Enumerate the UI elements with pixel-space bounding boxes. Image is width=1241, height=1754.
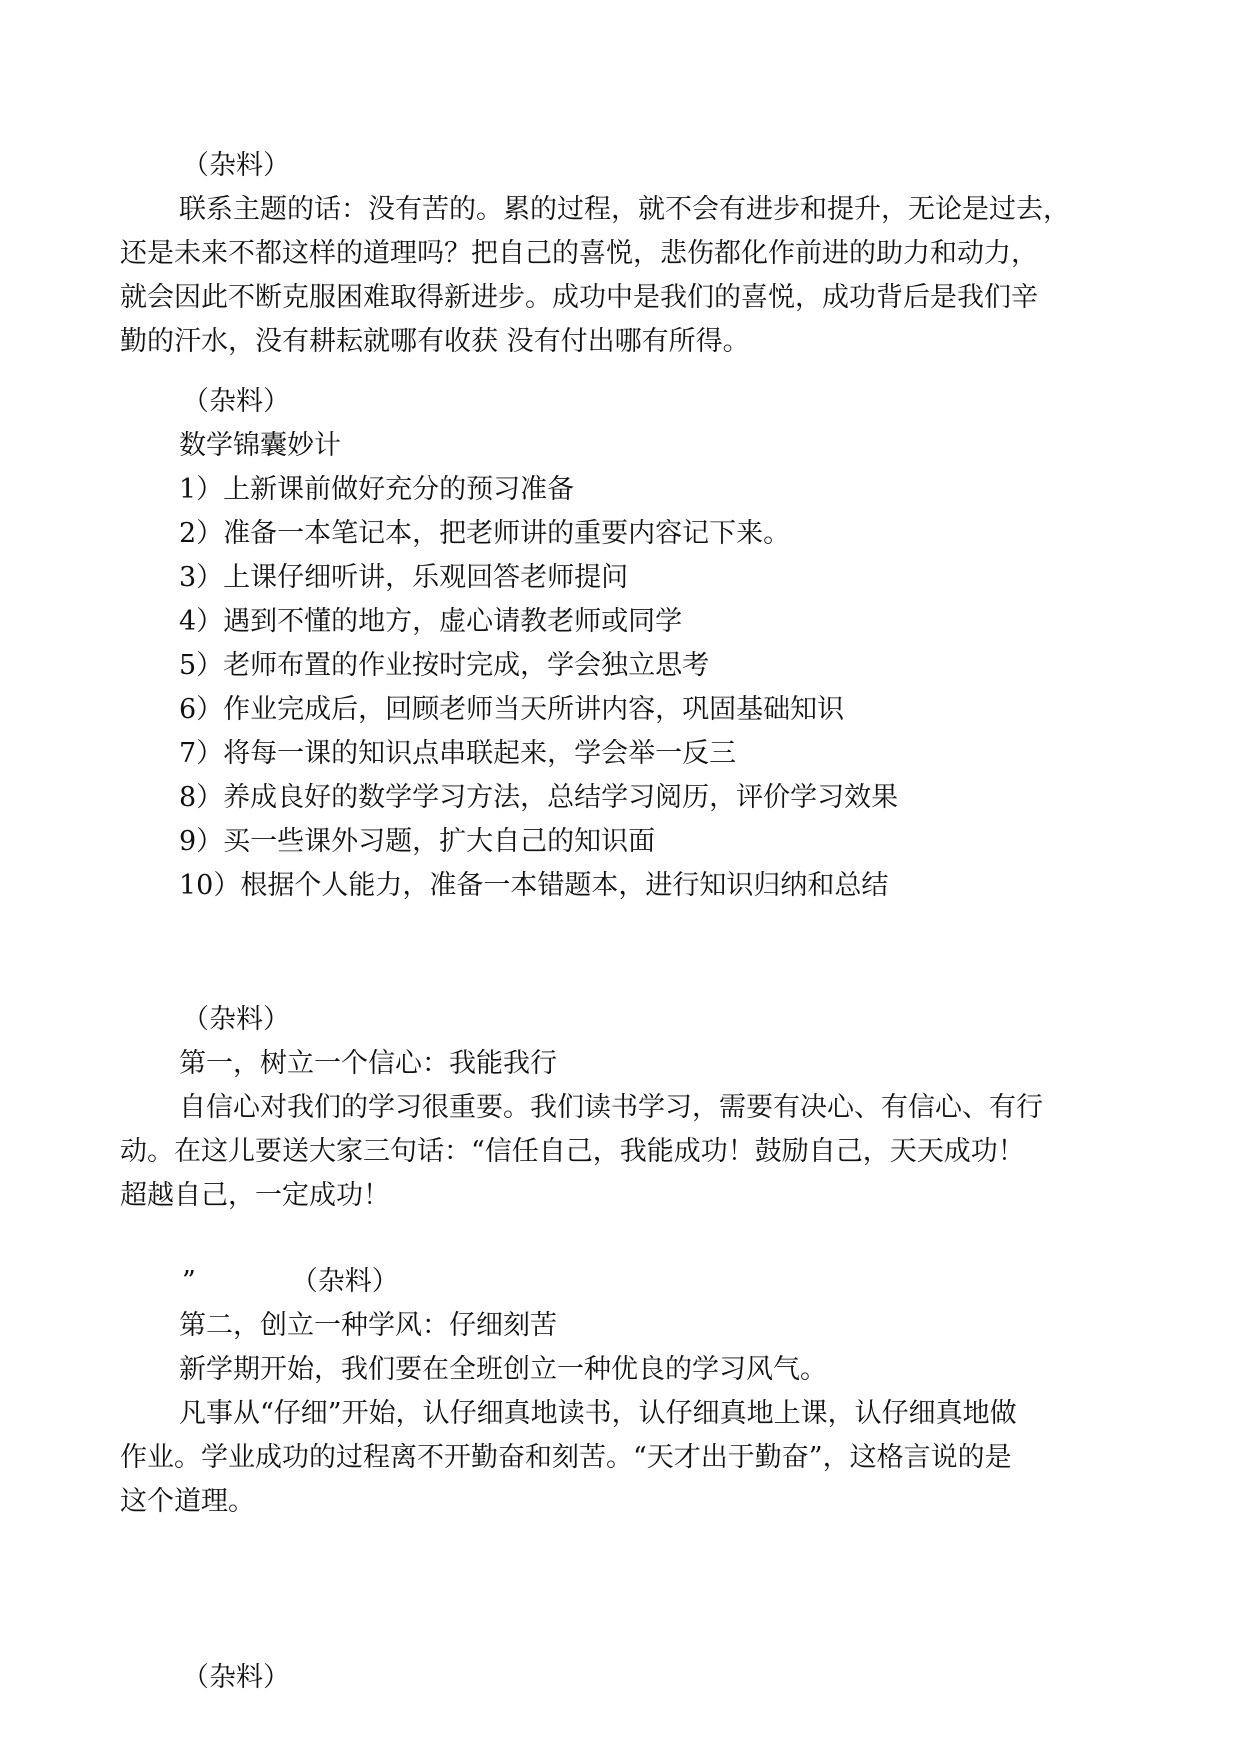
paragraph-line: 自信心对我们的学习很重要。我们读书学习，需要有决心、有信心、有行 (179, 1092, 1043, 1123)
list-item: 4）遇到不懂的地方，虚心请教老师或同学 (179, 606, 683, 637)
section-title: 第一，树立一个信心：我能我行 (179, 1048, 557, 1079)
list-item: 5）老师布置的作业按时完成，学会独立思考 (179, 650, 710, 681)
paragraph-line: 作业。学业成功的过程离不开勤奋和刻苦。“天才出于勤奋”，这格言说的是 (120, 1442, 1012, 1473)
paragraph-line: 联系主题的话：没有苦的。累的过程，就不会有进步和提升，无论是过去， (179, 194, 1070, 225)
list-item: 3）上课仔细听讲，乐观回答老师提问 (179, 562, 629, 593)
list-item: 2）准备一本笔记本，把老师讲的重要内容记下来。 (179, 518, 791, 549)
quote-and-tag-line (120, 1260, 1130, 1304)
section-5 (120, 1656, 1130, 1700)
paragraph-line: 勤的汗水，没有耕耘就哪有收获 没有付出哪有所得。 (120, 326, 750, 357)
paragraph-line: 动。在这儿要送大家三句话：“信任自己，我能成功！鼓励自己，天天成功！ (120, 1136, 1025, 1167)
section-title: 第二，创立一种学风：仔细刻苦 (179, 1310, 557, 1341)
section-tag: （杂料） (182, 1004, 290, 1035)
section-tag: （杂料） (182, 1662, 290, 1693)
paragraph-line: 凡事从“仔细”开始，认仔细真地读书，认仔细真地上课，认仔细真地做 (179, 1398, 1017, 1429)
list-item: 6）作业完成后，回顾老师当天所讲内容，巩固基础知识 (179, 694, 845, 725)
paragraph-line: 新学期开始，我们要在全班创立一种优良的学习风气。 (179, 1354, 827, 1385)
paragraph-line: 还是未来不都这样的道理吗？把自己的喜悦，悲伤都化作前进的助力和动力， (120, 238, 1038, 269)
section-tag: （杂料） (182, 150, 290, 181)
section-tag: （杂料） (290, 1266, 399, 1297)
list-item: 8）养成良好的数学学习方法，总结学习阅历，评价学习效果 (179, 782, 899, 813)
list-item: 9）买一些课外习题，扩大自己的知识面 (179, 826, 656, 857)
closing-quote: ” (182, 1266, 196, 1297)
section-1 (120, 144, 1130, 364)
list-item: 1）上新课前做好充分的预习准备 (179, 474, 575, 505)
section-3 (120, 998, 1130, 1218)
paragraph-line: 就会因此不断克服困难取得新进步。成功中是我们的喜悦，成功背后是我们辛 (120, 282, 1038, 313)
list-item: 7）将每一课的知识点串联起来，学会举一反三 (179, 738, 737, 769)
list-item: 10）根据个人能力，准备一本错题本，进行知识归纳和总结 (179, 870, 889, 901)
paragraph-line: 超越自己，一定成功！ (120, 1180, 390, 1211)
section-title: 数学锦囊妙计 (179, 430, 341, 461)
section-2 (120, 380, 1130, 908)
paragraph-line: 这个道理。 (120, 1486, 255, 1517)
section-tag: （杂料） (182, 386, 290, 417)
section-4 (120, 1260, 1130, 1524)
